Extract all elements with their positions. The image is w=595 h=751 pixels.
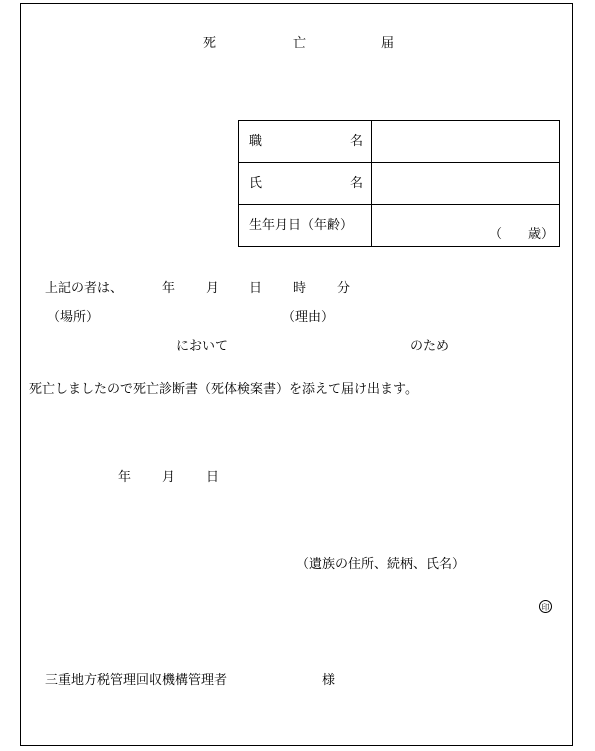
death-year-unit: 年 [162,281,176,296]
death-day-unit: 日 [249,281,263,296]
because-text: のため [410,339,450,354]
seal-mark: 印 [539,600,552,613]
name-label-2: 名 [349,175,363,191]
submit-year-unit: 年 [118,470,132,485]
death-minute-unit: 分 [337,281,351,296]
job-title-label-cell [239,121,372,163]
name-label-cell [239,163,372,205]
birthdate-label-cell [239,205,372,247]
title-char-1: 死 [203,36,217,51]
at-text: において [176,339,229,354]
statement-intro: 上記の者は、 [45,281,124,296]
birthdate-field[interactable] [372,205,560,247]
job-title-label-1: 職 [249,133,263,149]
job-title-field[interactable] [372,121,560,163]
reason-label: （理由） [282,310,335,325]
form-frame [20,3,573,746]
place-label: （場所） [47,310,100,325]
addressee-name: 三重地方税管理回収機構管理者 [45,673,228,688]
death-month-unit: 月 [206,281,220,296]
name-field[interactable] [372,163,560,205]
name-label-1: 氏 [249,175,263,191]
death-hour-unit: 時 [293,281,307,296]
job-title-label-2: 名 [349,133,363,149]
person-info-table [238,120,560,247]
age-bracket [489,227,554,243]
addressee-honorific: 様 [322,673,336,688]
title-char-2: 亡 [293,36,307,51]
birthdate-label: 生年月日（年齢） [249,217,354,233]
table-row-birthdate [239,205,560,247]
submit-month-unit: 月 [162,470,176,485]
family-info-label: （遺族の住所、続柄、氏名） [296,557,466,572]
main-sentence: 死亡しましたので死亡診断書（死体検案書）を添えて届け出ます。 [29,382,418,397]
table-row-job-title [239,121,560,163]
age-open: （ [489,227,503,242]
table-row-name [239,163,560,205]
age-unit: 歳） [528,227,555,242]
submit-day-unit: 日 [206,470,220,485]
title-char-3: 届 [381,36,395,51]
